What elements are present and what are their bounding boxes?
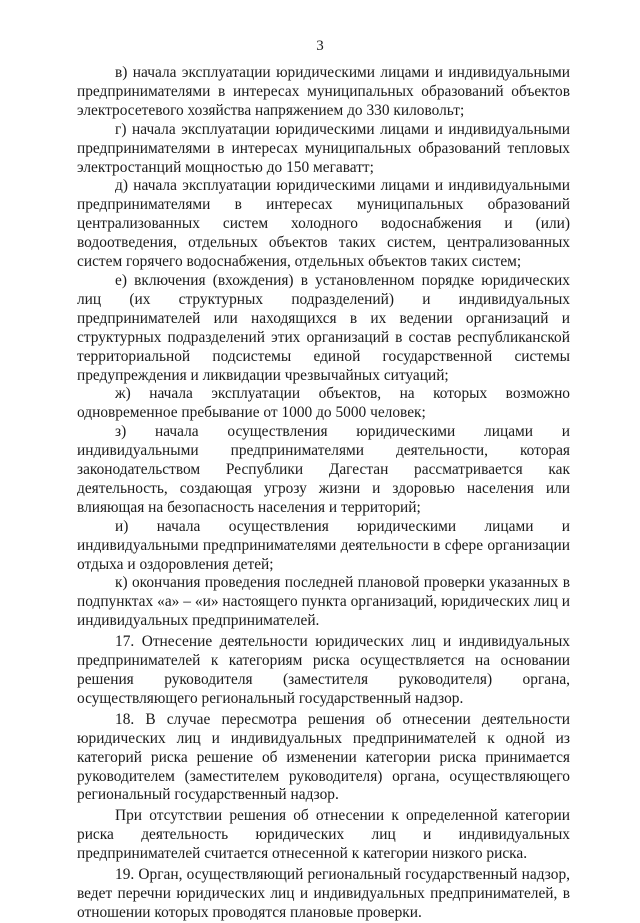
paragraph-e: е) включения (вхождения) в установленном порядке юридических лиц (их структурных подразделений) и индивидуальных предпринимателей или находящихся в их ведении организаций и структурных подразделений этих организаций в состав республиканской территориальной подсистемы единой государственной системы предупреждения и ликвидации чрезвычайных ситуаций; xyxy=(77,271,570,384)
paragraph-19: 19. Орган, осуществляющий региональный государственный надзор, ведет перечни юридических лиц и индивидуальных предпринимателей, в отношении которых проводятся плановые проверки. xyxy=(77,866,570,921)
paragraph-zh: ж) начала эксплуатации объектов, на которых возможно одновременное пребывание от 1000 до 5000 человек; xyxy=(77,385,570,422)
paragraph-g: г) начала эксплуатации юридическими лицами и индивидуальными предпринимателями в интересах муниципальных образований тепловых электростанций мощностью до 150 мегаватт; xyxy=(77,120,570,176)
paragraph-18: 18. В случае пересмотра решения об отнесении деятельности юридических лиц и индивидуальных предпринимателей к одной из категорий риска решение об изменении категории риска принимается руководителем (заместителем руководителя) органа, осуществляющего региональный государственный надзор. xyxy=(77,710,570,804)
paragraph-z: з) начала осуществления юридическими лицами и индивидуальными предпринимателями деятельности, которая законодательством Республики Дагестан рассматривается как деятельность, создающая угрозу жизни и здоровью населения или влияющая на безопасность населения и территорий; xyxy=(77,423,570,516)
paragraph-v: в) начала эксплуатации юридическими лицами и индивидуальными предпринимателями в интересах муниципальных образований объектов электросетевого хозяйства напряжением до 330 киловольт; xyxy=(77,64,570,119)
paragraph-i: и) начала осуществления юридическими лицами и индивидуальными предпринимателями деятельности в сфере организации отдыха и оздоровления детей; xyxy=(77,517,570,573)
document-body xyxy=(77,64,570,923)
paragraph-low-risk: При отсутствии решения об отнесении к определенной категории риска деятельность юридических лиц и индивидуальных предпринимателей считается отнесенной к категории низкого риска. xyxy=(77,807,570,863)
paragraph-17: 17. Отнесение деятельности юридических лиц и индивидуальных предпринимателей к категориям риска осуществляется на основании решения руководителя (заместителя руководителя) органа, осуществляющего региональный государственный надзор. xyxy=(77,633,570,707)
page-number: 3 xyxy=(316,38,324,54)
paragraph-d: д) начала эксплуатации юридическими лицами и индивидуальными предпринимателями в интересах муниципальных образований централизованных систем холодного водоснабжения и (или) водоотведения, отдельных объектов таких систем, централизованных систем горячего водоснабжения, отдельных объектов таких систем; xyxy=(77,177,570,271)
paragraph-k: к) окончания проведения последней плановой проверки указанных в подпунктах «а» – «и» настоящего пункта организаций, юридических лиц и индивидуальных предпринимателей. xyxy=(77,574,570,630)
